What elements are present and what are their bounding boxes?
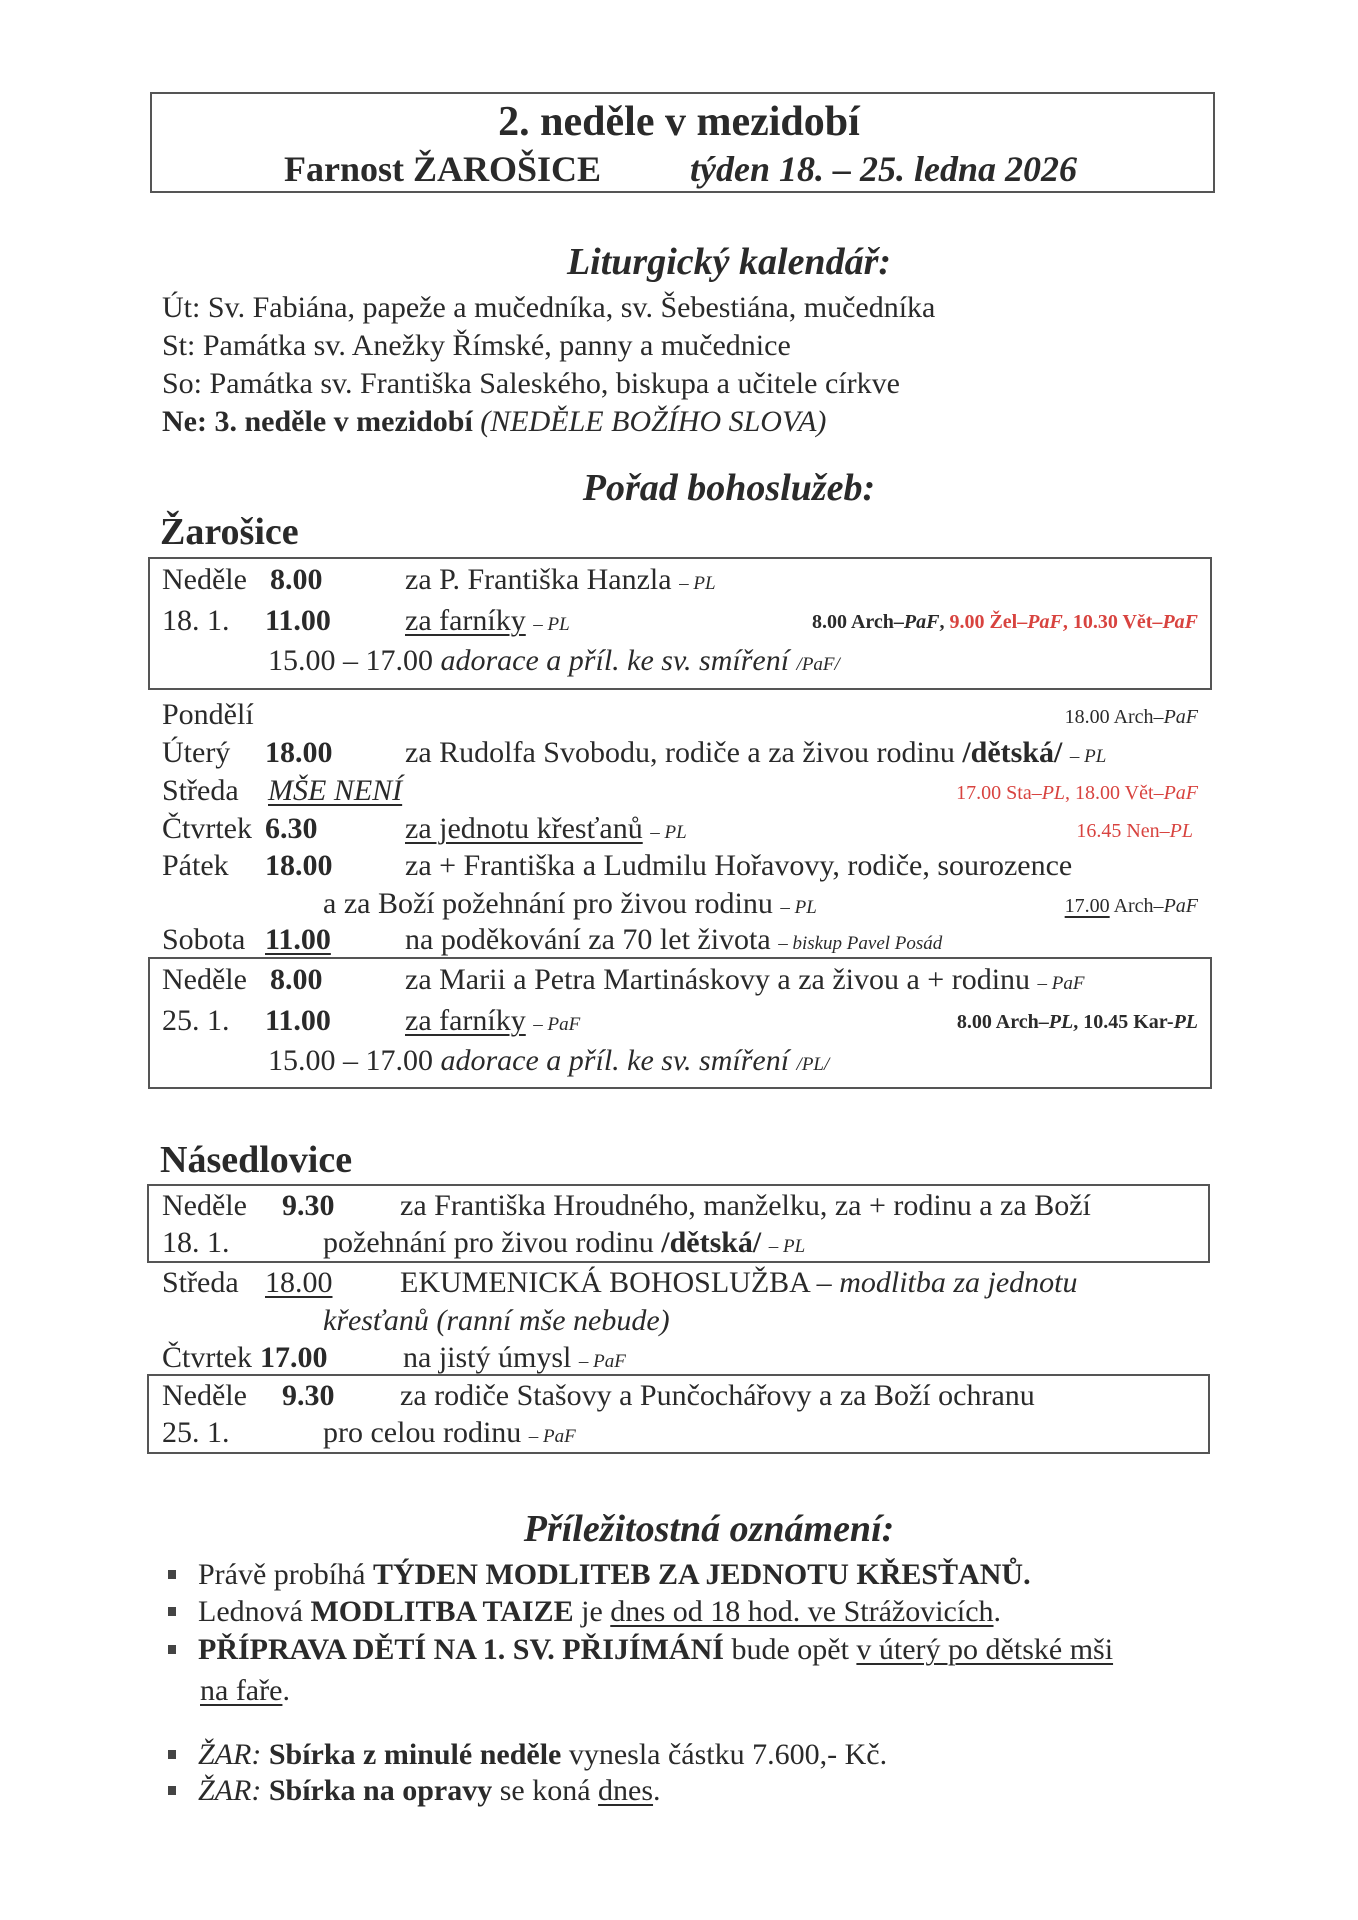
calendar-prefix: Ne: [162, 405, 207, 438]
calendar-extra: (NEDĚLE BOŽÍHO SLOVA) [480, 405, 827, 438]
note: 8.00 Arch– [812, 611, 904, 633]
nas-wed-intention-cont: křesťanů (ranní mše nebude) [323, 1304, 670, 1337]
note-red-priest: PaF [1027, 611, 1063, 633]
schedule-heading: Pořad bohoslužeb: [582, 467, 876, 509]
nas-sun1-day: Neděle [162, 1189, 247, 1222]
calendar-text: Památka sv. Anežky Římské, panny a mučednice [202, 329, 791, 362]
intention-text: za farníky [405, 604, 526, 637]
zar-sun2-date: 25. 1. [162, 1004, 230, 1037]
intention-text: na poděkování za 70 let života [405, 923, 771, 956]
collection-item [168, 1773, 661, 1809]
note-sep: , [1065, 782, 1071, 804]
text: . [993, 1595, 1002, 1628]
zar-fri-note [1065, 895, 1198, 918]
priest: – PL [679, 573, 716, 594]
text: se koná [492, 1774, 599, 1807]
text: . [653, 1774, 661, 1807]
zar-wed-no-mass: MŠE NENÍ [268, 774, 403, 807]
nas-sun2-day: Neděle [162, 1379, 247, 1412]
text-underlined: dnes od 18 hod. ve Strážovicích [610, 1595, 994, 1628]
bullet-icon [168, 1750, 176, 1759]
note-priest: PL [1169, 820, 1193, 842]
parish-code: ŽAR: [198, 1738, 262, 1771]
text: . [282, 1674, 290, 1707]
adoration-text: adorace a příl. ke sv. smíření [440, 644, 790, 677]
zar-sun1-intention1 [405, 562, 716, 602]
intention-text: požehnání pro živou rodinu [323, 1226, 654, 1259]
adoration-time: 15.00 – 17.00 [268, 644, 433, 677]
nas-sun2-intention: za rodiče Stašovy a Punčochářovy a za Boží ochranu [400, 1379, 1035, 1412]
calendar-line [162, 328, 791, 364]
note-red: 10.30 Vět– [1067, 611, 1163, 633]
bullet-icon [168, 1786, 176, 1795]
zar-sat-intention [405, 922, 942, 962]
mass-tag: /dětská/ [962, 736, 1063, 769]
priest: /PaF/ [796, 654, 840, 675]
intention-italic: modlitba za jednotu [839, 1266, 1078, 1299]
bullet-icon [168, 1645, 176, 1654]
zar-mon-day: Pondělí [162, 698, 254, 731]
mass-tag: /dětská/ [661, 1226, 762, 1259]
nas-wed-intention [400, 1265, 1078, 1301]
text-underlined: v úterý po dětské mši [856, 1633, 1114, 1666]
zar-sun2-intention1 [405, 962, 1085, 1002]
zar-mon-note [1065, 706, 1198, 729]
calendar-prefix: So: [162, 367, 203, 400]
priest: – PL [1069, 746, 1107, 767]
nas-sun1-date: 18. 1. [162, 1226, 230, 1259]
priest: – PaF [533, 1014, 581, 1035]
zar-sun2-intention2 [405, 1003, 580, 1043]
zar-thu-time: 6.30 [265, 812, 318, 845]
zar-sun1-other-masses [812, 611, 1198, 634]
zar-fri-intention: za + Františka a Ludmilu Hořavovy, rodiče, sourozence [405, 849, 1073, 882]
calendar-text: Sv. Fabiána, papeže a mučedníka, sv. Šebestiána, mučedníka [207, 291, 936, 324]
zar-sun1-date: 18. 1. [162, 604, 230, 637]
zar-sun1-adoration [268, 643, 840, 683]
announcement-item [168, 1594, 1001, 1630]
nas-sun2-intention-cont [323, 1415, 576, 1455]
note-red-priest: PaF [1162, 611, 1198, 633]
note: 10.45 Kar- [1078, 1011, 1174, 1033]
nas-thu-time: 17.00 [260, 1341, 328, 1374]
nas-wed-time: 18.00 [265, 1266, 333, 1299]
announcement-item [168, 1557, 1031, 1593]
text-bold: PŘÍPRAVA DĚTÍ NA 1. SV. PŘIJÍMÁNÍ [198, 1633, 724, 1666]
zar-sat-day: Sobota [162, 923, 246, 956]
note-red: 9.00 Žel– [944, 611, 1028, 633]
priest: – biskup Pavel Posád [778, 933, 943, 954]
note-priest: PaF [1163, 782, 1198, 804]
text: Právě probíhá [198, 1558, 373, 1591]
nas-wed-day: Středa [162, 1266, 239, 1299]
text: bude opět [723, 1633, 857, 1666]
nas-sun1-time: 9.30 [282, 1189, 335, 1222]
zar-sun2-time2: 11.00 [265, 1004, 331, 1037]
zar-thu-note [1076, 820, 1193, 843]
text: vynesla částku 7.600,- Kč. [561, 1738, 888, 1771]
text-bold: TÝDEN MODLITEB ZA JEDNOTU KŘESŤANŮ. [372, 1558, 1031, 1591]
parish-name: Farnost ŽAROŠICE [284, 149, 602, 189]
priest: – PL [650, 822, 687, 843]
intention-text: za P. Františka Hanzla [405, 563, 672, 596]
zar-fri-time: 18.00 [265, 849, 333, 882]
text-bold: Sbírka z minulé neděle [261, 1738, 562, 1771]
note-priest: PL [1048, 1011, 1074, 1033]
calendar-line [162, 366, 900, 402]
zar-wed-note [956, 782, 1198, 805]
priest: – PaF [528, 1426, 576, 1447]
zar-sun2-adoration [268, 1043, 829, 1083]
note-time: 17.00 [1064, 895, 1110, 917]
text-underlined: dnes [598, 1774, 654, 1807]
adoration-text: adorace a příl. ke sv. smíření [440, 1044, 790, 1077]
nas-thu-day: Čtvrtek [162, 1341, 252, 1374]
zar-sun1-time2: 11.00 [265, 604, 331, 637]
zar-sun2-time1: 8.00 [270, 963, 323, 996]
note-priest: PL [1173, 1011, 1198, 1033]
note: 18.00 Arch– [1064, 706, 1164, 728]
calendar-line [162, 290, 935, 326]
calendar-text: Památka sv. Františka Saleského, biskupa a učitele církve [209, 367, 900, 400]
bullet-icon [168, 1570, 176, 1579]
text: Lednová [198, 1595, 311, 1628]
zar-tue-intention [405, 735, 1106, 775]
zar-fri-day: Pátek [162, 849, 229, 882]
note-priest: PaF [1163, 706, 1198, 728]
page-title: 2. neděle v mezidobí [498, 99, 860, 145]
place-zarosice: Žarošice [160, 511, 299, 553]
note-priest: PaF [903, 611, 940, 633]
note-sep: , [939, 611, 945, 633]
nas-sun2-time: 9.30 [282, 1379, 335, 1412]
calendar-prefix: Út: [162, 291, 201, 324]
calendar-line [162, 404, 826, 440]
intention-text: na jistý úmysl [403, 1341, 572, 1374]
announcement-item [168, 1632, 1113, 1668]
calendar-heading: Liturgický kalendář: [566, 241, 892, 283]
text-underlined: na faře [200, 1674, 283, 1707]
announcement-item-cont [200, 1673, 290, 1709]
intention-text: EKUMENICKÁ BOHOSLUŽBA – [400, 1266, 832, 1299]
priest: – PL [780, 897, 817, 918]
week-range: týden 18. – 25. ledna 2026 [690, 149, 1077, 189]
zar-sun2-day: Neděle [162, 963, 247, 996]
note-sep: , [1073, 1011, 1079, 1033]
zar-sun2-other-masses [957, 1011, 1198, 1034]
zar-sun1-intention2 [405, 603, 570, 643]
note: Arch– [1109, 895, 1164, 917]
zar-thu-day: Čtvrtek [162, 812, 252, 845]
priest: /PL/ [796, 1054, 830, 1075]
calendar-text: 3. neděle v mezidobí [214, 405, 473, 438]
place-nasedlovice: Násedlovice [160, 1139, 353, 1181]
text-bold: Sbírka na opravy [261, 1774, 493, 1807]
nas-sun2-date: 25. 1. [162, 1416, 230, 1449]
text-bold: MODLITBA TAIZE [310, 1595, 574, 1628]
intention-text: a za Boží požehnání pro živou rodinu [323, 887, 773, 920]
zar-sun1-day: Neděle [162, 563, 247, 596]
intention-text: za farníky [405, 1004, 526, 1037]
note: 16.45 Nen– [1076, 820, 1170, 842]
text: je [573, 1595, 611, 1628]
intention-text: pro celou rodinu [323, 1416, 522, 1449]
intention-text: za Rudolfa Svobodu, rodiče a za živou rodinu [405, 736, 955, 769]
collection-item [168, 1737, 887, 1773]
intention-text: za jednotu křesťanů [405, 812, 643, 845]
note: 8.00 Arch– [956, 1011, 1049, 1033]
zar-thu-intention [405, 811, 687, 851]
zar-sat-time: 11.00 [265, 923, 331, 956]
adoration-time: 15.00 – 17.00 [268, 1044, 433, 1077]
priest: – PL [533, 614, 570, 635]
zar-fri-intention-cont [323, 886, 817, 926]
zar-sun1-time1: 8.00 [270, 563, 323, 596]
note-priest: PL [1041, 782, 1066, 804]
note: 18.00 Vět– [1070, 782, 1164, 804]
zar-tue-day: Úterý [162, 736, 231, 769]
priest: – PaF [1037, 973, 1085, 994]
intention-text: za Marii a Petra Martináskovy a za živou a + rodinu [405, 963, 1031, 996]
calendar-prefix: St: [162, 329, 196, 362]
nas-sun1-intention-cont [323, 1225, 805, 1265]
priest: – PL [768, 1236, 806, 1257]
nas-sun1-intention: za Františka Hroudného, manželku, za + rodinu a za Boží [400, 1189, 1091, 1222]
parish-code: ŽAR: [198, 1774, 262, 1807]
announcements-heading: Příležitostná oznámení: [523, 1508, 895, 1550]
zar-tue-time: 18.00 [265, 736, 333, 769]
priest: – PaF [578, 1351, 626, 1372]
note-red-sep: , [1062, 611, 1068, 633]
note: 17.00 Sta– [956, 782, 1042, 804]
zar-wed-day: Středa [162, 774, 239, 807]
note-priest: PaF [1163, 895, 1198, 917]
bullet-icon [168, 1607, 176, 1616]
